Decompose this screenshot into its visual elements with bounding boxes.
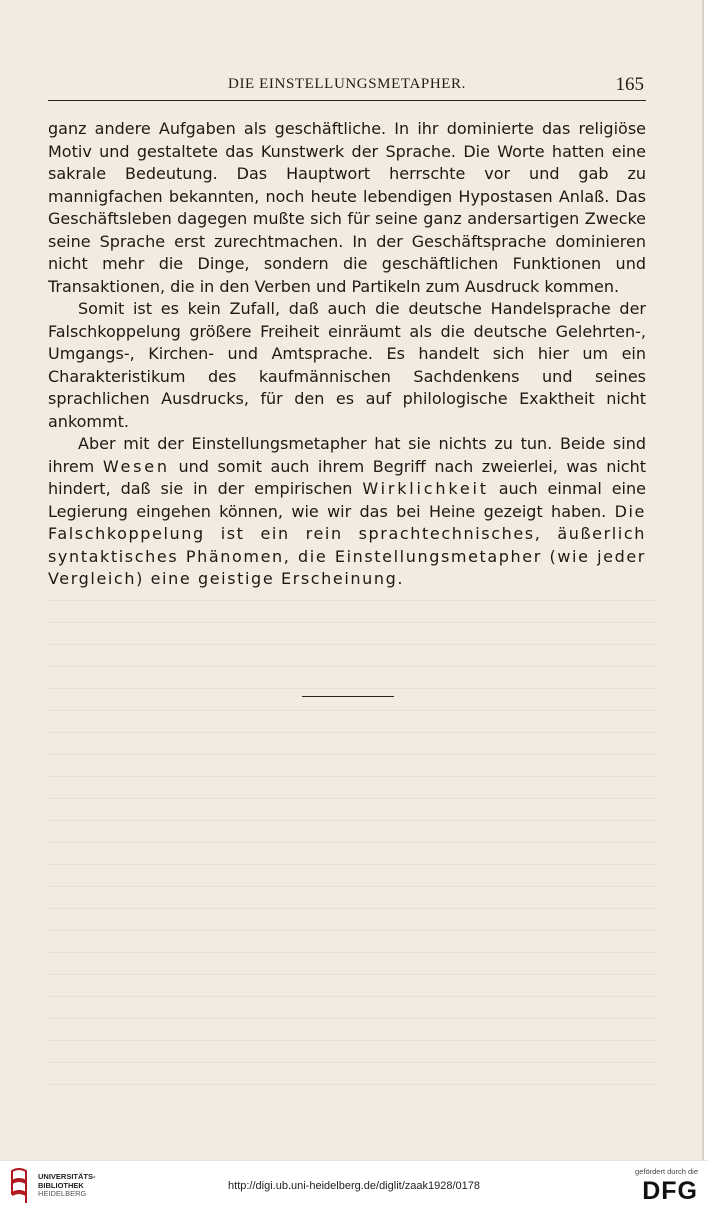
permalink-url[interactable]: http://digi.ub.uni-heidelberg.de/diglit/zaak1928/0178	[228, 1180, 480, 1192]
paragraph-2: Somit ist es kein Zufall, daß auch die deutsche Handelsprache der Falschkoppelung größere Freiheit einräumt als die deutsche Gelehrten-, Umgangs-, Kirchen- und Amtsprache. Es handelt sich hier um ein Charakteristikum des kaufmännischen Sachdenkens und seines sprachlichen Ausdrucks, für den es auf philologische Exaktheit nicht ankommt.	[48, 299, 646, 431]
viewer-footer	[0, 1160, 708, 1212]
library-name-line-3: HEIDELBERG	[38, 1189, 87, 1198]
paragraph-1: ganz andere Aufgaben als geschäftliche. In ihr dominierte das religiöse Motiv und gestaltete das Kunstwerk der Sprache. Die Worte hatten eine sakrale Bedeutung. Das Hauptwort herrschte vor und gab zu mannigfachen bekannten, noch heute lebendigen Hypostasen Anlaß. Das Geschäftsleben dagegen mußte sich für seine ganz andersartigen Zwecke seine Sprache erst zurechtmachen. In der Geschäftsprache dominieren nicht mehr die Dinge, sondern die geschäftlichen Funktionen und Transaktionen, die in den Verben und Partikeln zum Ausdruck kommen.	[48, 119, 646, 296]
funded-by-label: gefördert durch die	[635, 1167, 698, 1176]
running-title: DIE EINSTELLUNGSMETAPHER.	[228, 76, 466, 92]
spaced-emphasis-conclusion: Die Falschkoppelung ist ein rein sprachtechnisches, äußerlich syntaktisches Phänomen, die Einstellungsmetapher (wie jeder Vergleich) eine geistige Erscheinung.	[48, 501, 646, 588]
show-through-texture	[48, 600, 658, 1100]
page-number: 165	[615, 74, 644, 95]
page-header	[48, 74, 646, 101]
paragraph-3-text: auch einmal eine Legierung eingehen können, wie wir das bei Heine gezeigt haben.	[48, 479, 646, 521]
body-text	[48, 118, 646, 591]
library-name-line-1: UNIVERSITÄTS-	[38, 1172, 96, 1181]
paragraph-3-text: Aber mit der Einstellungsmetapher hat sie nichts zu tun. Beide sind ihrem	[48, 434, 646, 476]
paragraph-3	[48, 433, 646, 591]
library-name-line-2: BIBLIOTHEK	[38, 1180, 84, 1190]
spaced-emphasis-wesen: Wesen	[102, 456, 170, 476]
section-divider	[302, 696, 394, 697]
dfg-logo[interactable]: DFG	[642, 1177, 698, 1205]
spaced-emphasis-wirklichkeit: Wirklichkeit	[362, 479, 489, 498]
paragraph-3-text: und somit auch ihrem Begriff nach zweierlei, was nicht hindert, daß sie in der empirischen	[48, 456, 647, 498]
